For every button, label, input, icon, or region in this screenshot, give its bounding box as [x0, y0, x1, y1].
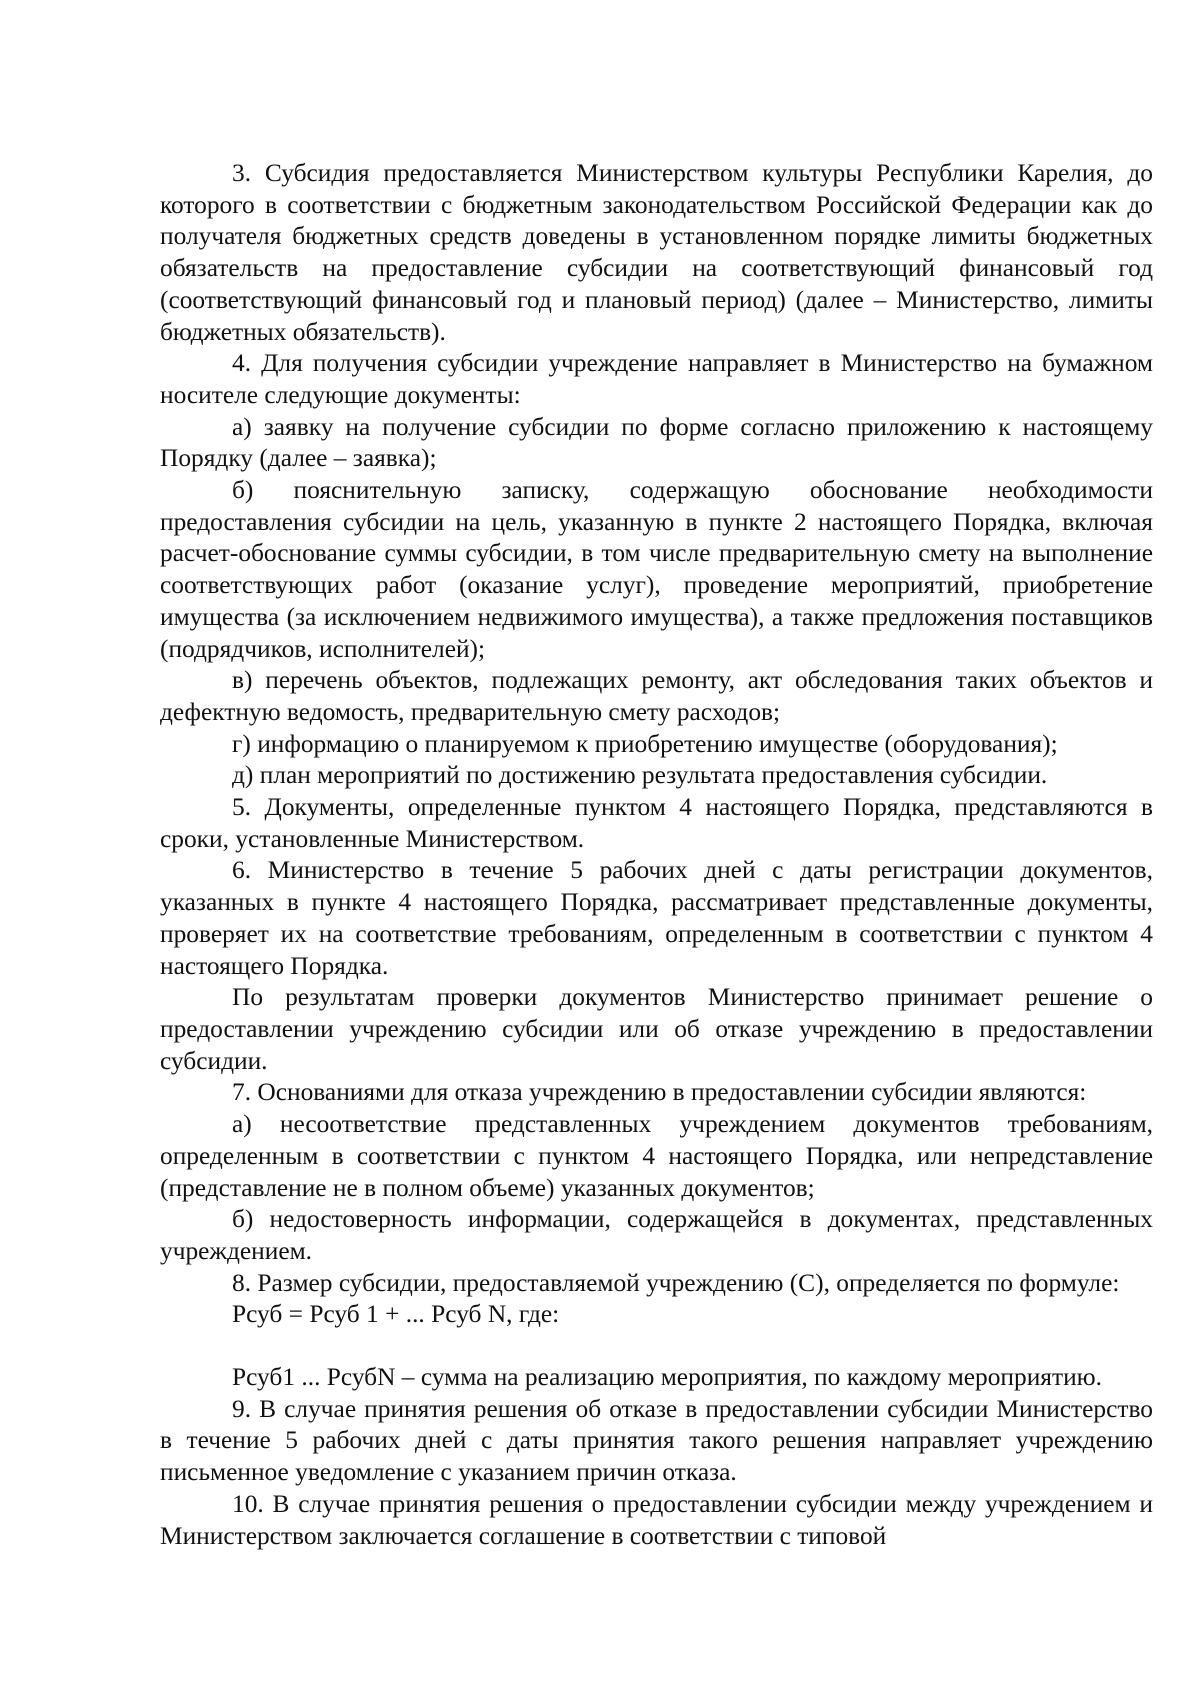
paragraph-item-6-decision: По результатам проверки документов Министерство принимает решение о предоставлении учреждению субсидии или об отказе учреждению в предоставлении субсидии. — [160, 983, 1153, 1075]
paragraph-item-8: 8. Размер субсидии, предоставляемой учреждению (С), определяется по формуле: — [232, 1268, 1120, 1297]
paragraph-item-6: 6. Министерство в течение 5 рабочих дней с даты регистрации документов, указанных в пункте 4 настоящего Порядка, рассматривает представленные документы, проверяет их на соответствие требованиям, определенным в соответствии с пунктом 4 настоящего Порядка. — [160, 856, 1153, 980]
paragraph-item-3: 3. Субсидия предоставляется Министерством культуры Республики Карелия, до которого в соответствии с бюджетным законодательством Российской Федерации как до получателя бюджетных средств доведены в установленном порядке лимиты бюджетных обязательств на предоставление субсидии на соответствующий финансовый год (соответствующий финансовый год и плановый период) (далее – Министерство, лимиты бюджетных обязательств). — [160, 159, 1153, 346]
paragraph-item-4: 4. Для получения субсидии учреждение направляет в Министерство на бумажном носителе следующие документы: — [160, 349, 1153, 409]
paragraph-item-9: 9. В случае принятия решения об отказе в предоставлении субсидии Министерство в течение 5 рабочих дней с даты принятия такого решения направляет учреждению письменное уведомление с указанием причин отказа. — [160, 1394, 1153, 1487]
paragraph-item-7: 7. Основаниями для отказа учреждению в предоставлении субсидии являются: — [232, 1078, 1087, 1107]
paragraph-item-4-d: д) план мероприятий по достижению результата предоставления субсидии. — [232, 761, 1048, 790]
paragraph-item-7-b: б) недостоверность информации, содержащейся в документах, представленных учреждением. — [160, 1205, 1153, 1265]
paragraph-item-4-a: а) заявку на получение субсидии по форме согласно приложению к настоящему Порядку (далее – заявка); — [160, 412, 1153, 473]
paragraph-item-4-g: г) информацию о планируемом к приобретению имуществе (оборудования); — [232, 729, 1058, 758]
paragraph-item-7-a: а) несоответствие представленных учреждением документов требованиям, определенным в соответствии с пунктом 4 настоящего Порядка, или непредставление (представление не в полном объеме) указанных документов; — [160, 1110, 1153, 1202]
formula: Рсуб = Рсуб 1 + ... Рсуб N, где: — [232, 1300, 560, 1329]
paragraph-item-4-b: б) пояснительную записку, содержащую обоснование необходимости предоставления субсидии на цель, указанную в пункте 2 настоящего Порядка, включая расчет-обоснование суммы субсидии, в том числе предварительную смету на выполнение соответствующих работ (оказание услуг), проведение мероприятий, приобретение имущества (за исключением недвижимого имущества), а также предложения поставщиков (подрядчиков, исполнителей); — [160, 476, 1153, 663]
paragraph-item-5: 5. Документы, определенные пунктом 4 настоящего Порядка, представляются в сроки, установленные Министерством. — [160, 793, 1153, 853]
paragraph-item-4-v: в) перечень объектов, подлежащих ремонту, акт обследования таких объектов и дефектную ведомость, предварительную смету расходов; — [160, 666, 1153, 726]
paragraph-item-10: 10. В случае принятия решения о предоставлении субсидии между учреждением и Министерством заключается соглашение в соответствии с типовой — [160, 1489, 1153, 1550]
formula-definition: Рсуб1 ... РсубN – сумма на реализацию мероприятия, по каждому мероприятию. — [232, 1363, 1102, 1392]
document-body — [160, 158, 1153, 1552]
